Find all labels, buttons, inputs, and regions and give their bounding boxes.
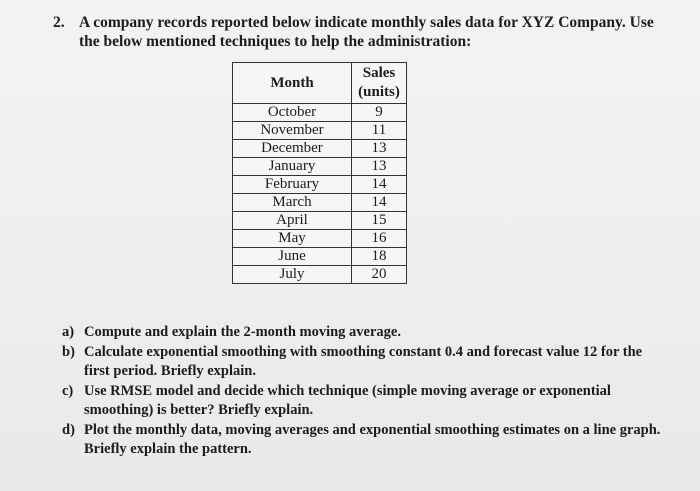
question-number: 2. bbox=[53, 14, 65, 31]
sales-cell: 18 bbox=[352, 248, 407, 266]
table-row bbox=[233, 122, 407, 140]
sales-cell: 9 bbox=[352, 104, 407, 122]
task-marker: d) bbox=[62, 421, 75, 438]
task-item-d bbox=[62, 421, 662, 460]
task-list bbox=[62, 323, 662, 460]
sales-cell: 11 bbox=[352, 122, 407, 140]
sales-header-line2: (units) bbox=[358, 84, 400, 100]
task-item-c bbox=[62, 382, 662, 421]
month-cell: February bbox=[233, 176, 352, 194]
sales-cell: 16 bbox=[352, 230, 407, 248]
table-row bbox=[233, 212, 407, 230]
table-row bbox=[233, 158, 407, 176]
sales-header-line1: Sales bbox=[362, 65, 396, 81]
question-text: A company records reported below indicate monthly sales data for XYZ Company. Use the below mentioned techniques to help the administration: bbox=[79, 14, 654, 50]
task-marker: c) bbox=[62, 382, 74, 399]
table-row bbox=[233, 248, 407, 266]
sales-cell: 13 bbox=[352, 140, 407, 158]
sales-table bbox=[232, 62, 407, 284]
sales-header bbox=[352, 63, 407, 104]
table-header-row bbox=[233, 63, 407, 104]
sales-cell: 14 bbox=[352, 176, 407, 194]
task-text: Use RMSE model and decide which technique (simple moving average or exponential smoothing) is better? Briefly explain. bbox=[84, 382, 611, 418]
table-row bbox=[233, 140, 407, 158]
month-cell: October bbox=[233, 104, 352, 122]
table-row bbox=[233, 266, 407, 284]
month-cell: May bbox=[233, 230, 352, 248]
month-cell: November bbox=[233, 122, 352, 140]
task-item-b bbox=[62, 343, 662, 382]
sales-cell: 13 bbox=[352, 158, 407, 176]
table-row bbox=[233, 230, 407, 248]
task-item-a bbox=[62, 323, 662, 343]
task-text: Compute and explain the 2-month moving average. bbox=[84, 324, 401, 340]
table-row bbox=[233, 176, 407, 194]
sales-cell: 20 bbox=[352, 266, 407, 284]
month-cell: July bbox=[233, 266, 352, 284]
table-row bbox=[233, 194, 407, 212]
month-cell: June bbox=[233, 248, 352, 266]
sales-cell: 15 bbox=[352, 212, 407, 230]
task-text: Plot the monthly data, moving averages and exponential smoothing estimates on a line graph. Briefly explain the pattern. bbox=[84, 421, 661, 457]
month-cell: April bbox=[233, 212, 352, 230]
sales-cell: 14 bbox=[352, 194, 407, 212]
month-header: Month bbox=[233, 63, 352, 104]
task-marker: b) bbox=[62, 343, 75, 360]
task-text: Calculate exponential smoothing with smoothing constant 0.4 and forecast value 12 for the first period. Briefly explain. bbox=[84, 343, 643, 379]
task-marker: a) bbox=[62, 324, 75, 340]
table-row bbox=[233, 104, 407, 122]
month-cell: December bbox=[233, 140, 352, 158]
month-cell: March bbox=[233, 194, 352, 212]
month-cell: January bbox=[233, 158, 352, 176]
